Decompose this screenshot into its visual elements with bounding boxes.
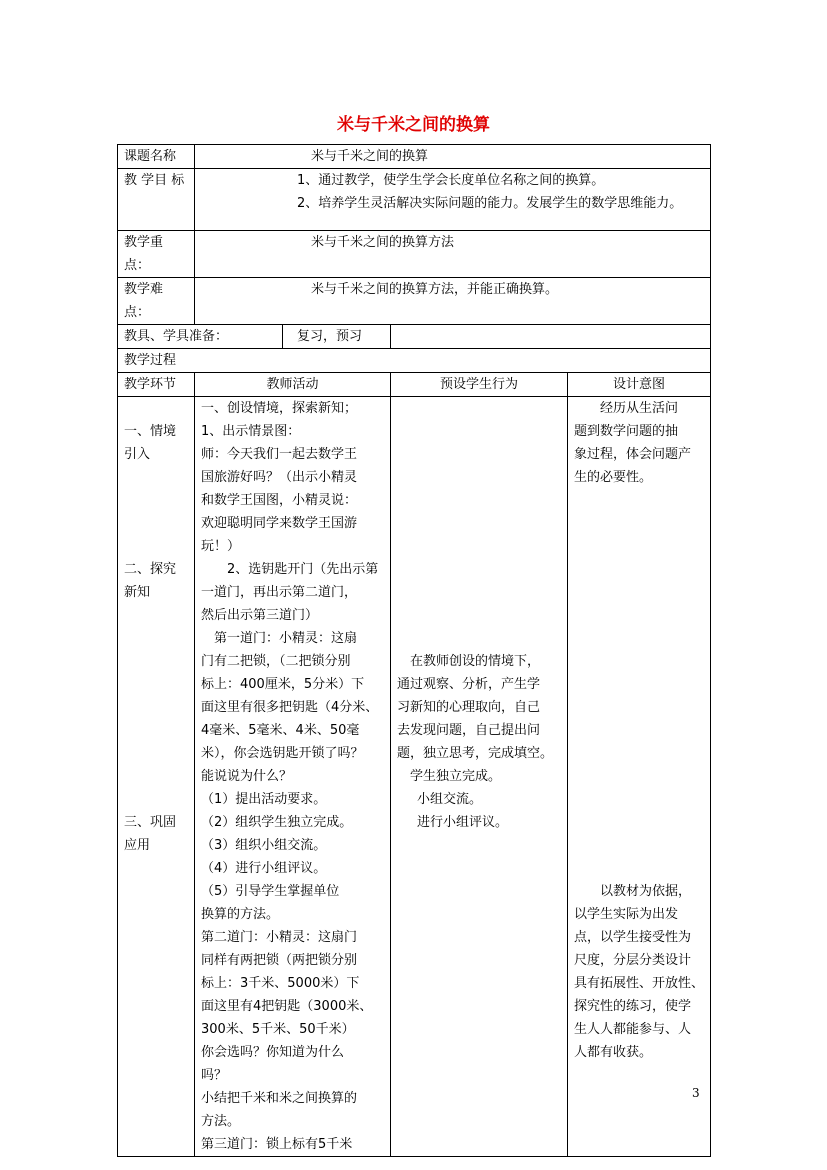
column-header-teacher: 教师活动: [195, 373, 391, 397]
document-title: 米与千米之间的换算: [337, 115, 490, 135]
row-process-body: [118, 397, 711, 1157]
intent-line: 象过程，体会问题产: [574, 447, 692, 462]
teacher-line: 面这里有很多把钥匙（4分米、: [201, 700, 379, 715]
teacher-line: 国旅游好吗？（出示小精灵: [201, 470, 358, 485]
teacher-line: 标上：400厘米，5分米）下: [201, 677, 365, 692]
stage-2-line-1: 二、探究: [124, 562, 177, 577]
intent-line: 生的必要性。: [574, 470, 653, 485]
stage-2-line-2: 新知: [124, 585, 151, 600]
student-line: 去发现问题，自己提出问: [397, 723, 541, 738]
teacher-line: 然后出示第三道门）: [201, 608, 319, 623]
row-objectives: [118, 169, 711, 231]
column-header-student: 预设学生行为: [391, 373, 568, 397]
objective-line: 1、通过教学，使学生学会长度单位名称之间的换算。: [297, 173, 605, 188]
intent-line: 人都有收获。: [574, 1045, 653, 1060]
teacher-line: （2）组织学生独立完成。: [201, 815, 353, 830]
design-intent-cell: [568, 397, 711, 1157]
intent-line: 以学生实际为出发: [574, 907, 679, 922]
student-behavior-cell: [391, 397, 568, 1157]
teacher-line: 和数学王国图，小精灵说：: [201, 493, 358, 508]
student-line: 在教师创设的情境下，: [410, 654, 541, 669]
teacher-line: 方法。: [201, 1114, 241, 1129]
teacher-line: 2、选钥匙开门（先出示第: [227, 562, 379, 577]
teacher-line: （1）提出活动要求。: [201, 792, 327, 807]
teacher-line: 标上：3千米、5000米）下: [201, 976, 360, 991]
teacher-line: 换算的方法。: [201, 907, 280, 922]
stage-3-line-2: 应用: [124, 838, 151, 853]
value-topic: 米与千米之间的换算: [195, 145, 711, 169]
teacher-line: 面这里有4把钥匙（3000米、: [201, 999, 373, 1014]
teacher-line: 第一道门：小精灵：这扇: [214, 631, 358, 646]
teacher-line: 门有二把锁，（二把锁分别: [201, 654, 351, 669]
column-header-stage: 教学环节: [118, 373, 195, 397]
label-topic: 课题名称: [118, 145, 195, 169]
lesson-plan-table: [117, 144, 711, 1157]
teacher-line: 一道门，再出示第二道门，: [201, 585, 358, 600]
intent-line: 具有拓展性、开放性、: [574, 976, 705, 991]
column-header-intent: 设计意图: [568, 373, 711, 397]
row-topic: [118, 145, 711, 169]
row-difficulties: [118, 278, 711, 325]
process-label: 教学过程: [118, 349, 711, 373]
teacher-line: 能说说为什么？: [201, 769, 293, 784]
student-line: 小组交流。: [417, 792, 483, 807]
row-materials: [118, 325, 711, 349]
value-materials: 复习，预习: [297, 329, 363, 344]
student-line: 通过观察、分析，产生学: [397, 677, 541, 692]
teacher-line: 第二道门：小精灵：这扇门: [201, 930, 358, 945]
teacher-line: 米），你会选钥匙开锁了吗？: [201, 746, 364, 761]
value-difficulties: 米与千米之间的换算方法，并能正确换算。: [195, 278, 711, 325]
student-line: 题，独立思考，完成填空。: [397, 746, 554, 761]
objective-line: 2、培养学生灵活解决实际问题的能力。发展学生的数学思维能力。: [297, 196, 683, 211]
teacher-line: 欢迎聪明同学来数学王国游: [201, 516, 358, 531]
teacher-line: 玩！）: [201, 539, 241, 554]
teacher-line: （5）引导学生掌握单位: [201, 884, 340, 899]
value-objectives: [195, 169, 711, 231]
row-process: [118, 349, 711, 373]
teacher-line: 小结把千米和米之间换算的: [201, 1091, 358, 1106]
teacher-line: 第三道门：锁上标有5千米: [201, 1137, 353, 1152]
teacher-line: （4）进行小组评议。: [201, 861, 327, 876]
stage-3-line-1: 三、巩固: [124, 815, 177, 830]
stage-1-line-2: 引入: [124, 447, 151, 462]
teacher-line: 300米、5千米、50千米）: [201, 1022, 355, 1037]
teacher-line: 你会选吗？你知道为什么: [201, 1045, 345, 1060]
intent-line: 经历从生活问: [600, 401, 679, 416]
label-objectives: 教 学目 标: [118, 169, 195, 231]
intent-line: 尺度，分层分类设计: [574, 953, 692, 968]
label-materials: 教具、学具准备： 复习，预习: [118, 325, 391, 349]
teacher-activity-cell: [195, 397, 391, 1157]
row-column-headers: [118, 373, 711, 397]
intent-line: 以教材为依据，: [600, 884, 692, 899]
student-line: 进行小组评议。: [417, 815, 509, 830]
student-line: 学生独立完成。: [410, 769, 502, 784]
stage-1-line-1: 一、情境: [124, 424, 177, 439]
teacher-line: （3）组织小组交流。: [201, 838, 327, 853]
student-line: 习新知的心理取向，自己: [397, 700, 541, 715]
label-key-points: 教学重点：: [118, 231, 195, 278]
teacher-line: 1、出示情景图：: [201, 424, 301, 439]
teacher-line: 4毫米、5毫米、4米、50毫: [201, 723, 360, 738]
teacher-line: 一、创设情境，探索新知；: [201, 401, 358, 416]
stage-cell: [118, 397, 195, 1157]
value-key-points: 米与千米之间的换算方法: [195, 231, 711, 278]
teacher-line: 师：今天我们一起去数学王: [201, 447, 358, 462]
page-number: 3: [692, 1086, 700, 1100]
teacher-line: 同样有两把锁（两把锁分别: [201, 953, 358, 968]
row-key-points: [118, 231, 711, 278]
intent-line: 点，以学生接受性为: [574, 930, 692, 945]
intent-line: 探究性的练习，使学: [574, 999, 692, 1014]
intent-line: 生人人都能参与、人: [574, 1022, 692, 1037]
intent-line: 题到数学问题的抽: [574, 424, 679, 439]
label-difficulties: 教学难点：: [118, 278, 195, 325]
teacher-line: 吗？: [201, 1068, 228, 1083]
